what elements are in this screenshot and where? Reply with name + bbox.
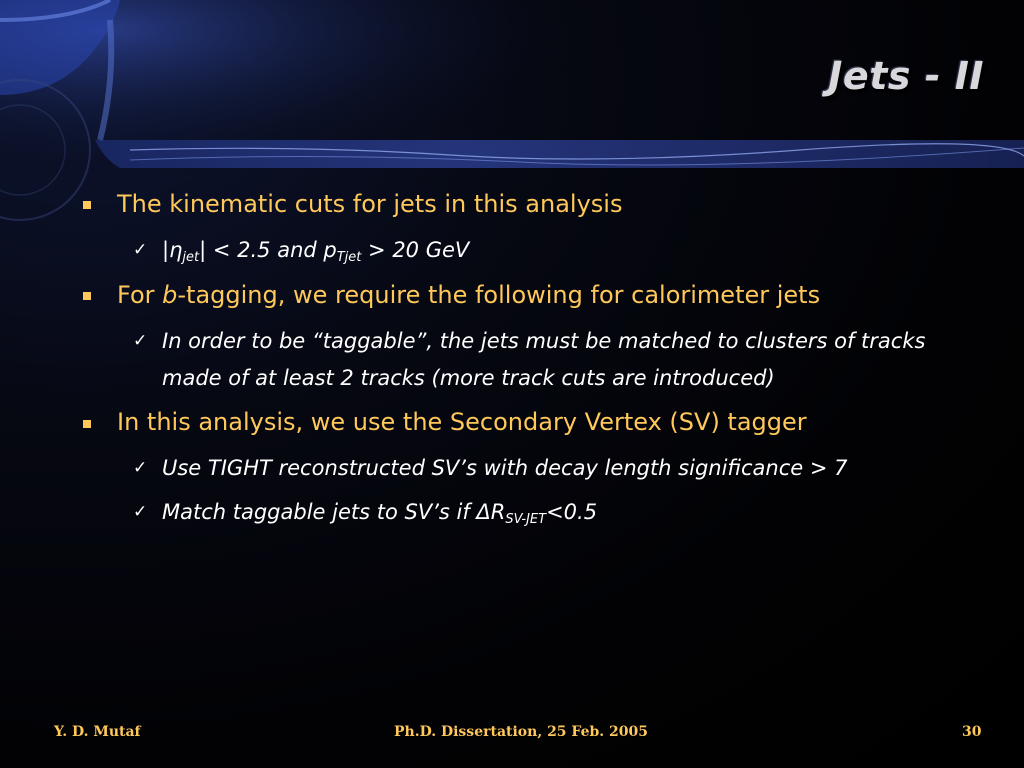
bullet-2-text: For b-tagging, we require the following for calorimeter jets [117,281,821,309]
checkmark-icon: ✓ [133,458,148,478]
checkmark-icon: ✓ [133,502,148,522]
square-bullet-icon [83,420,91,428]
slide-title: Jets - II [828,54,984,98]
bullet-3-text: In this analysis, we use the Secondary Vertex (SV) tagger [117,408,807,436]
square-bullet-icon [83,201,91,209]
footer-center: Ph.D. Dissertation, 25 Feb. 2005 [394,724,649,740]
bullet-2-sub-1: In order to be “taggable”, the jets must be matched to clusters of tracks made of at least 2 tracks (more track cuts are introduced) [162,329,926,390]
checkmark-icon: ✓ [133,240,148,260]
bullet-1-sub-1: $|\eta_{jet}| < 2.5$ and $p_{Tjet} > 20$ GeV [162,238,470,265]
bullet-3-sub-2: Match taggable jets to SV’s if $\Delta R_{SV-JET}<0.5$ [162,500,598,527]
bullet-1-text: The kinematic cuts for jets in this analysis [117,190,623,218]
bullet-3-sub-1: Use TIGHT reconstructed SV’s with decay length significance > 7 [162,456,848,480]
square-bullet-icon [83,292,91,300]
checkmark-icon: ✓ [133,331,148,351]
footer-page-number: 30 [962,724,982,740]
footer-author: Y. D. Mutaf [54,724,141,740]
